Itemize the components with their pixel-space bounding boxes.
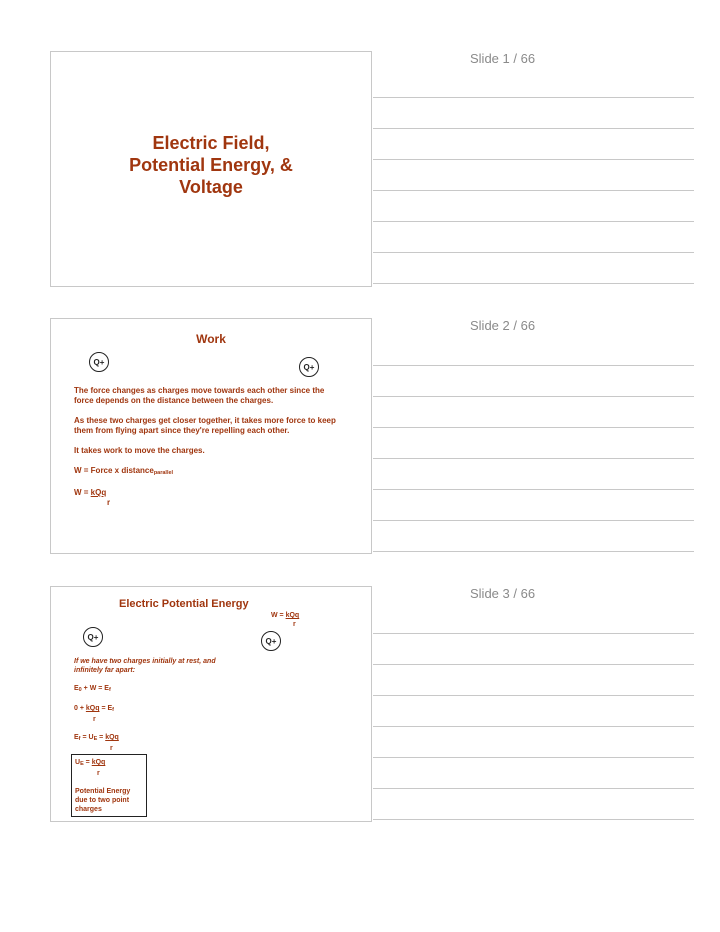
intro-text: If we have two charges initially at rest, and infinitely far apart: [74, 658, 216, 674]
box-formula-denominator: r [97, 770, 100, 777]
charge-right: Q+ [299, 357, 319, 377]
slide-1-label: Slide 1 / 66 [470, 51, 536, 66]
note-line [373, 396, 694, 397]
note-line [373, 726, 694, 727]
note-line [373, 128, 694, 129]
slide-1-title [51, 132, 371, 198]
slide-3 [50, 586, 372, 822]
note-line [373, 520, 694, 521]
charge-left: Q+ [89, 352, 109, 372]
energy-equation-1: $E_0 + W = E_f$ [74, 685, 111, 693]
note-line [373, 757, 694, 758]
energy-equation-3: $E_f = U_E$ = kQq [74, 734, 119, 742]
slide-3-body [74, 657, 224, 753]
note-line [373, 252, 694, 253]
work-formula: W = kQq [74, 488, 107, 497]
note-line [373, 664, 694, 665]
charge-right: Q+ [261, 631, 281, 651]
note-line [373, 489, 694, 490]
title-line-1: Electric Field, [152, 133, 270, 153]
note-line [373, 458, 694, 459]
charge-left: Q+ [83, 627, 103, 647]
slide-2 [50, 318, 372, 554]
energy-equation-3-denominator: r [110, 745, 113, 752]
slide-1 [50, 51, 372, 287]
slide-3-title: Electric Potential Energy [119, 598, 249, 610]
work-formula-denominator: r [107, 498, 111, 507]
corner-work-formula: W = kQq r [271, 612, 300, 628]
slide-2-label: Slide 2 / 66 [470, 318, 536, 333]
work-equation: W = Force x distance$_{parallel}$ [74, 466, 174, 476]
slide-2-title: Work [196, 332, 226, 346]
slide-3-label: Slide 3 / 66 [470, 586, 536, 601]
note-line [373, 283, 694, 284]
slide-2-body [74, 386, 344, 508]
energy-equation-2-denominator: r [93, 716, 96, 723]
paragraph-3: It takes work to move the charges. [74, 446, 205, 455]
note-line [373, 97, 694, 98]
note-line [373, 159, 694, 160]
note-line [373, 190, 694, 191]
potential-energy-box [71, 754, 147, 817]
paragraph-1: The force changes as charges move towards each other since the force depends on the distance between the charges. [74, 386, 325, 405]
energy-equation-2: 0 + kQq = $E_f$ [74, 705, 114, 713]
note-line [373, 221, 694, 222]
note-line [373, 819, 694, 820]
note-line [373, 633, 694, 634]
box-caption: Potential Energy due to two point charges [75, 788, 131, 813]
box-formula: $U_E$ = kQq [75, 759, 106, 767]
note-line [373, 788, 694, 789]
note-line [373, 695, 694, 696]
note-line [373, 365, 694, 366]
note-line [373, 427, 694, 428]
note-line [373, 551, 694, 552]
title-line-3: Voltage [179, 177, 243, 197]
paragraph-2: As these two charges get closer together, it takes more force to keep them from flying apart since they're repelling each other. [74, 416, 336, 435]
title-line-2: Potential Energy, & [129, 155, 293, 175]
